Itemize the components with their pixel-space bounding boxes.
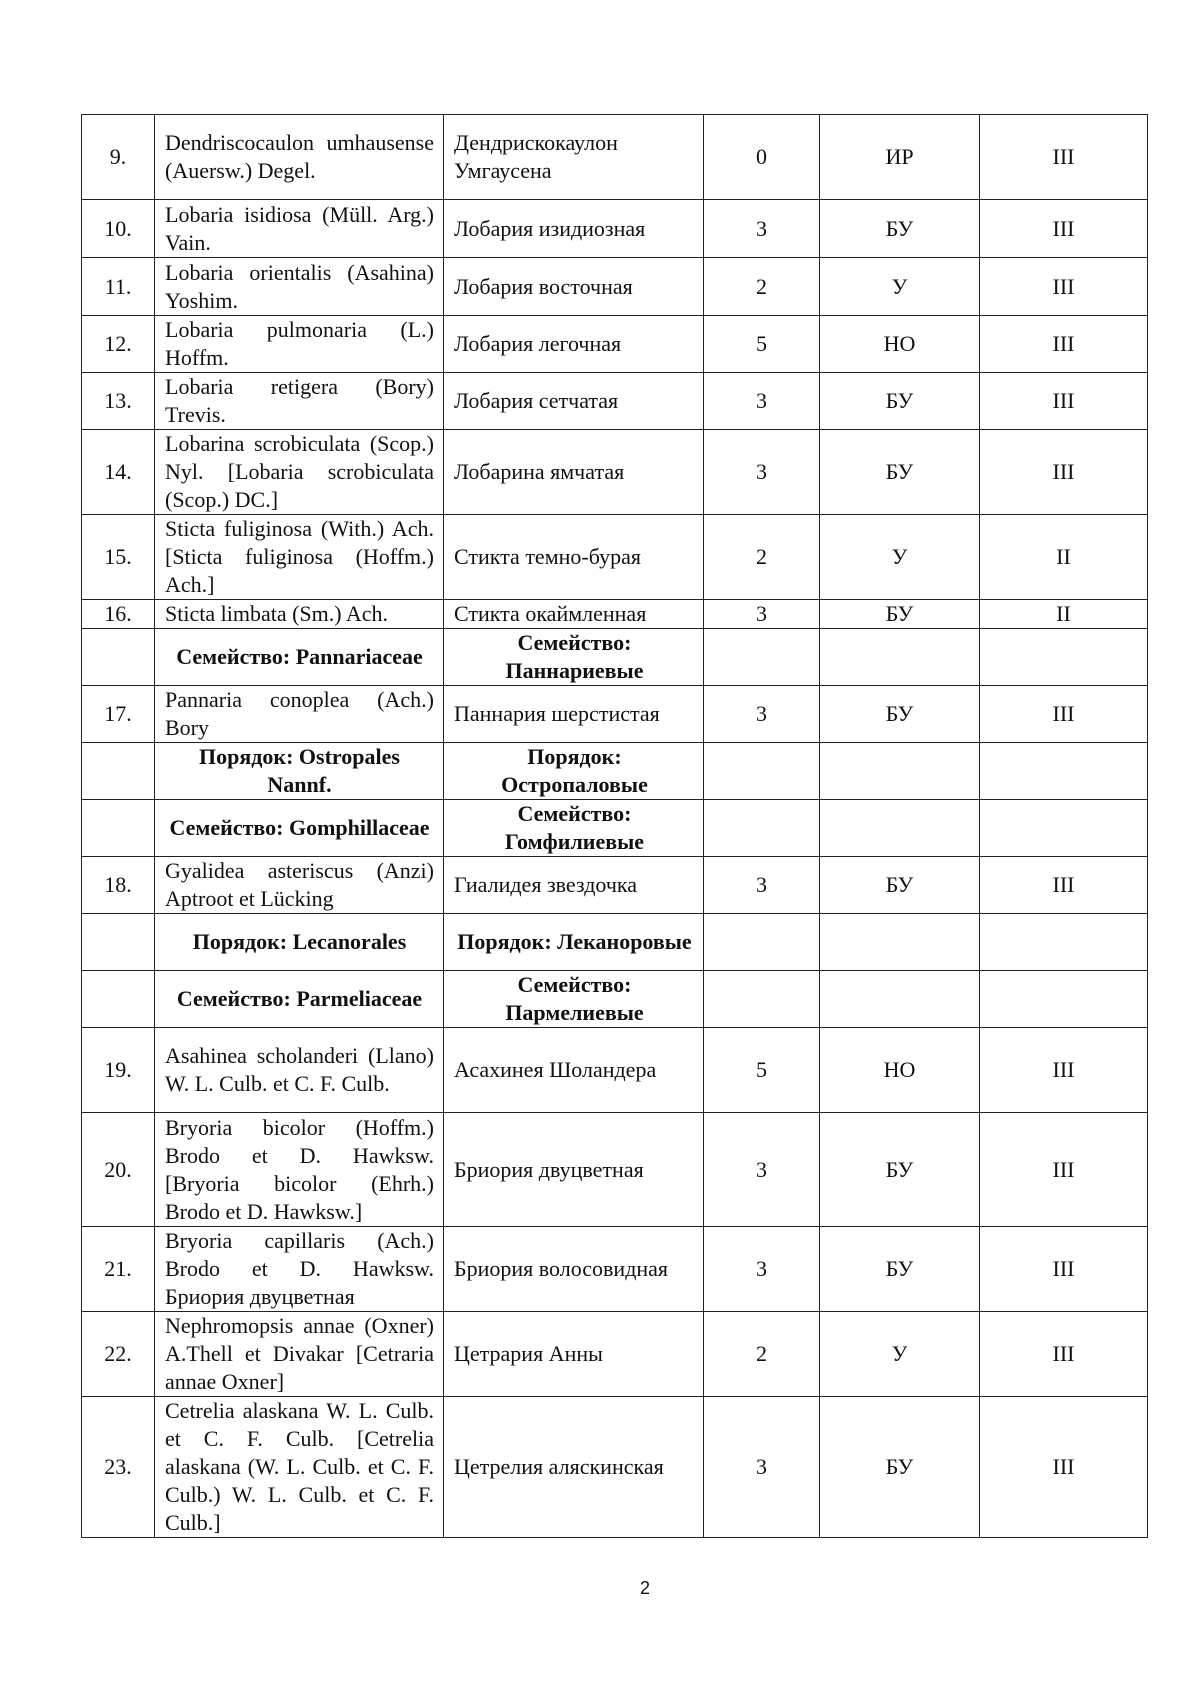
russian-name: Стикта окаймленная [444, 600, 704, 629]
russian-name: Дендрискокаулон Умгаусена [444, 115, 704, 200]
row-number: 15. [82, 515, 155, 600]
russian-name: Бриория двуцветная [444, 1113, 704, 1227]
status-cell: БУ [820, 200, 980, 258]
latin-name: Dendriscocaulon umhausense (Auersw.) Degel. [155, 115, 444, 200]
row-number: 10. [82, 200, 155, 258]
latin-name: Bryoria capillaris (Ach.) Brodo et D. Hawksw. Бриория двуцветная [155, 1227, 444, 1312]
latin-name: Семейство: Gomphillaceae [155, 800, 444, 857]
latin-name: Cetrelia alaskana W. L. Culb. et C. F. Culb. [Cetrelia alaskana (W. L. Culb. et C. F. Culb.) W. L. Culb. et C. F. Culb.] [155, 1397, 444, 1538]
level-cell [980, 971, 1148, 1028]
latin-name: Nephromopsis annae (Oxner) A.Thell et Divakar [Cetraria annae Oxner] [155, 1312, 444, 1397]
russian-name: Семейство: Паннариевые [444, 629, 704, 686]
category-cell [704, 914, 820, 971]
category-cell [704, 971, 820, 1028]
row-number: 11. [82, 258, 155, 316]
category-cell [704, 629, 820, 686]
table-row [82, 1312, 1148, 1397]
status-cell [820, 800, 980, 857]
russian-name: Бриория волосовидная [444, 1227, 704, 1312]
status-cell: БУ [820, 430, 980, 515]
row-number: 12. [82, 316, 155, 373]
latin-name: Asahinea scholanderi (Llano) W. L. Culb. et C. F. Culb. [155, 1028, 444, 1113]
taxon-header-row [82, 629, 1148, 686]
table-row [82, 373, 1148, 430]
table-row [82, 1227, 1148, 1312]
category-cell: 5 [704, 316, 820, 373]
latin-name: Семейство: Pannariaceae [155, 629, 444, 686]
species-table [81, 114, 1148, 1538]
status-cell: У [820, 1312, 980, 1397]
table-row [82, 1397, 1148, 1538]
level-cell: III [980, 1028, 1148, 1113]
level-cell: III [980, 115, 1148, 200]
status-cell: ИР [820, 115, 980, 200]
russian-name: Лобарина ямчатая [444, 430, 704, 515]
status-cell: БУ [820, 1397, 980, 1538]
row-number: 22. [82, 1312, 155, 1397]
level-cell: II [980, 600, 1148, 629]
latin-name: Lobaria pulmonaria (L.) Hoffm. [155, 316, 444, 373]
table-row [82, 258, 1148, 316]
russian-name: Гиалидея звездочка [444, 857, 704, 914]
level-cell: III [980, 1312, 1148, 1397]
level-cell: III [980, 258, 1148, 316]
status-cell: БУ [820, 857, 980, 914]
russian-name: Порядок: Леканоровые [444, 914, 704, 971]
table-row [82, 686, 1148, 743]
level-cell: III [980, 1397, 1148, 1538]
latin-name: Lobaria orientalis (Asahina) Yoshim. [155, 258, 444, 316]
latin-name: Порядок: Lecanorales [155, 914, 444, 971]
row-number [82, 971, 155, 1028]
status-cell: БУ [820, 1227, 980, 1312]
category-cell: 2 [704, 1312, 820, 1397]
status-cell: БУ [820, 373, 980, 430]
category-cell: 3 [704, 373, 820, 430]
status-cell: БУ [820, 686, 980, 743]
russian-name: Семейство: Пармелиевые [444, 971, 704, 1028]
category-cell: 3 [704, 600, 820, 629]
table-row [82, 430, 1148, 515]
row-number: 18. [82, 857, 155, 914]
category-cell [704, 743, 820, 800]
russian-name: Лобария изидиозная [444, 200, 704, 258]
row-number: 14. [82, 430, 155, 515]
table-row [82, 515, 1148, 600]
latin-name: Sticta limbata (Sm.) Ach. [155, 600, 444, 629]
russian-name: Цетрелия аляскинская [444, 1397, 704, 1538]
row-number: 21. [82, 1227, 155, 1312]
taxon-header-row [82, 743, 1148, 800]
russian-name: Стикта темно-бурая [444, 515, 704, 600]
category-cell: 3 [704, 1397, 820, 1538]
russian-name: Лобария легочная [444, 316, 704, 373]
level-cell: III [980, 857, 1148, 914]
level-cell: III [980, 430, 1148, 515]
taxon-header-row [82, 971, 1148, 1028]
latin-name: Семейство: Parmeliaceae [155, 971, 444, 1028]
row-number: 20. [82, 1113, 155, 1227]
category-cell: 3 [704, 200, 820, 258]
level-cell: III [980, 1227, 1148, 1312]
category-cell: 5 [704, 1028, 820, 1113]
russian-name: Лобария сетчатая [444, 373, 704, 430]
row-number [82, 743, 155, 800]
row-number: 16. [82, 600, 155, 629]
taxon-header-row [82, 914, 1148, 971]
russian-name: Асахинея Шоландера [444, 1028, 704, 1113]
table-row [82, 600, 1148, 629]
level-cell: III [980, 373, 1148, 430]
row-number [82, 629, 155, 686]
category-cell: 3 [704, 686, 820, 743]
level-cell: III [980, 316, 1148, 373]
status-cell [820, 743, 980, 800]
row-number [82, 914, 155, 971]
status-cell [820, 971, 980, 1028]
status-cell: НО [820, 316, 980, 373]
table-row [82, 316, 1148, 373]
level-cell [980, 800, 1148, 857]
latin-name: Bryoria bicolor (Hoffm.) Brodo et D. Hawksw. [Bryoria bicolor (Ehrh.) Brodo et D. Hawksw.] [155, 1113, 444, 1227]
russian-name: Порядок: Остропаловые [444, 743, 704, 800]
latin-name: Lobaria isidiosa (Müll. Arg.) Vain. [155, 200, 444, 258]
row-number: 13. [82, 373, 155, 430]
row-number: 17. [82, 686, 155, 743]
table-row [82, 200, 1148, 258]
status-cell: У [820, 258, 980, 316]
category-cell: 0 [704, 115, 820, 200]
latin-name: Порядок: Ostropales Nannf. [155, 743, 444, 800]
taxon-header-row [82, 800, 1148, 857]
category-cell: 3 [704, 430, 820, 515]
category-cell: 3 [704, 1113, 820, 1227]
status-cell: У [820, 515, 980, 600]
russian-name: Лобария восточная [444, 258, 704, 316]
table-row [82, 1113, 1148, 1227]
table-row [82, 115, 1148, 200]
category-cell: 2 [704, 258, 820, 316]
russian-name: Цетрария Анны [444, 1312, 704, 1397]
species-table-body [82, 115, 1148, 1538]
level-cell: III [980, 200, 1148, 258]
latin-name: Pannaria conoplea (Ach.) Bory [155, 686, 444, 743]
latin-name: Lobaria retigera (Bory) Trevis. [155, 373, 444, 430]
row-number: 19. [82, 1028, 155, 1113]
category-cell [704, 800, 820, 857]
status-cell: БУ [820, 600, 980, 629]
row-number [82, 800, 155, 857]
latin-name: Gyalidea asteriscus (Anzi) Aptroot et Lücking [155, 857, 444, 914]
category-cell: 2 [704, 515, 820, 600]
table-row [82, 857, 1148, 914]
level-cell [980, 629, 1148, 686]
category-cell: 3 [704, 1227, 820, 1312]
status-cell [820, 914, 980, 971]
status-cell [820, 629, 980, 686]
level-cell: II [980, 515, 1148, 600]
category-cell: 3 [704, 857, 820, 914]
status-cell: НО [820, 1028, 980, 1113]
latin-name: Sticta fuliginosa (With.) Ach. [Sticta fuliginosa (Hoffm.) Ach.] [155, 515, 444, 600]
level-cell: III [980, 1113, 1148, 1227]
row-number: 9. [82, 115, 155, 200]
russian-name: Паннария шерстистая [444, 686, 704, 743]
status-cell: БУ [820, 1113, 980, 1227]
russian-name: Семейство: Гомфилиевые [444, 800, 704, 857]
latin-name: Lobarina scrobiculata (Scop.) Nyl. [Lobaria scrobiculata (Scop.) DC.] [155, 430, 444, 515]
row-number: 23. [82, 1397, 155, 1538]
level-cell: III [980, 686, 1148, 743]
table-row [82, 1028, 1148, 1113]
level-cell [980, 743, 1148, 800]
level-cell [980, 914, 1148, 971]
page-number: 2 [639, 1578, 650, 1598]
